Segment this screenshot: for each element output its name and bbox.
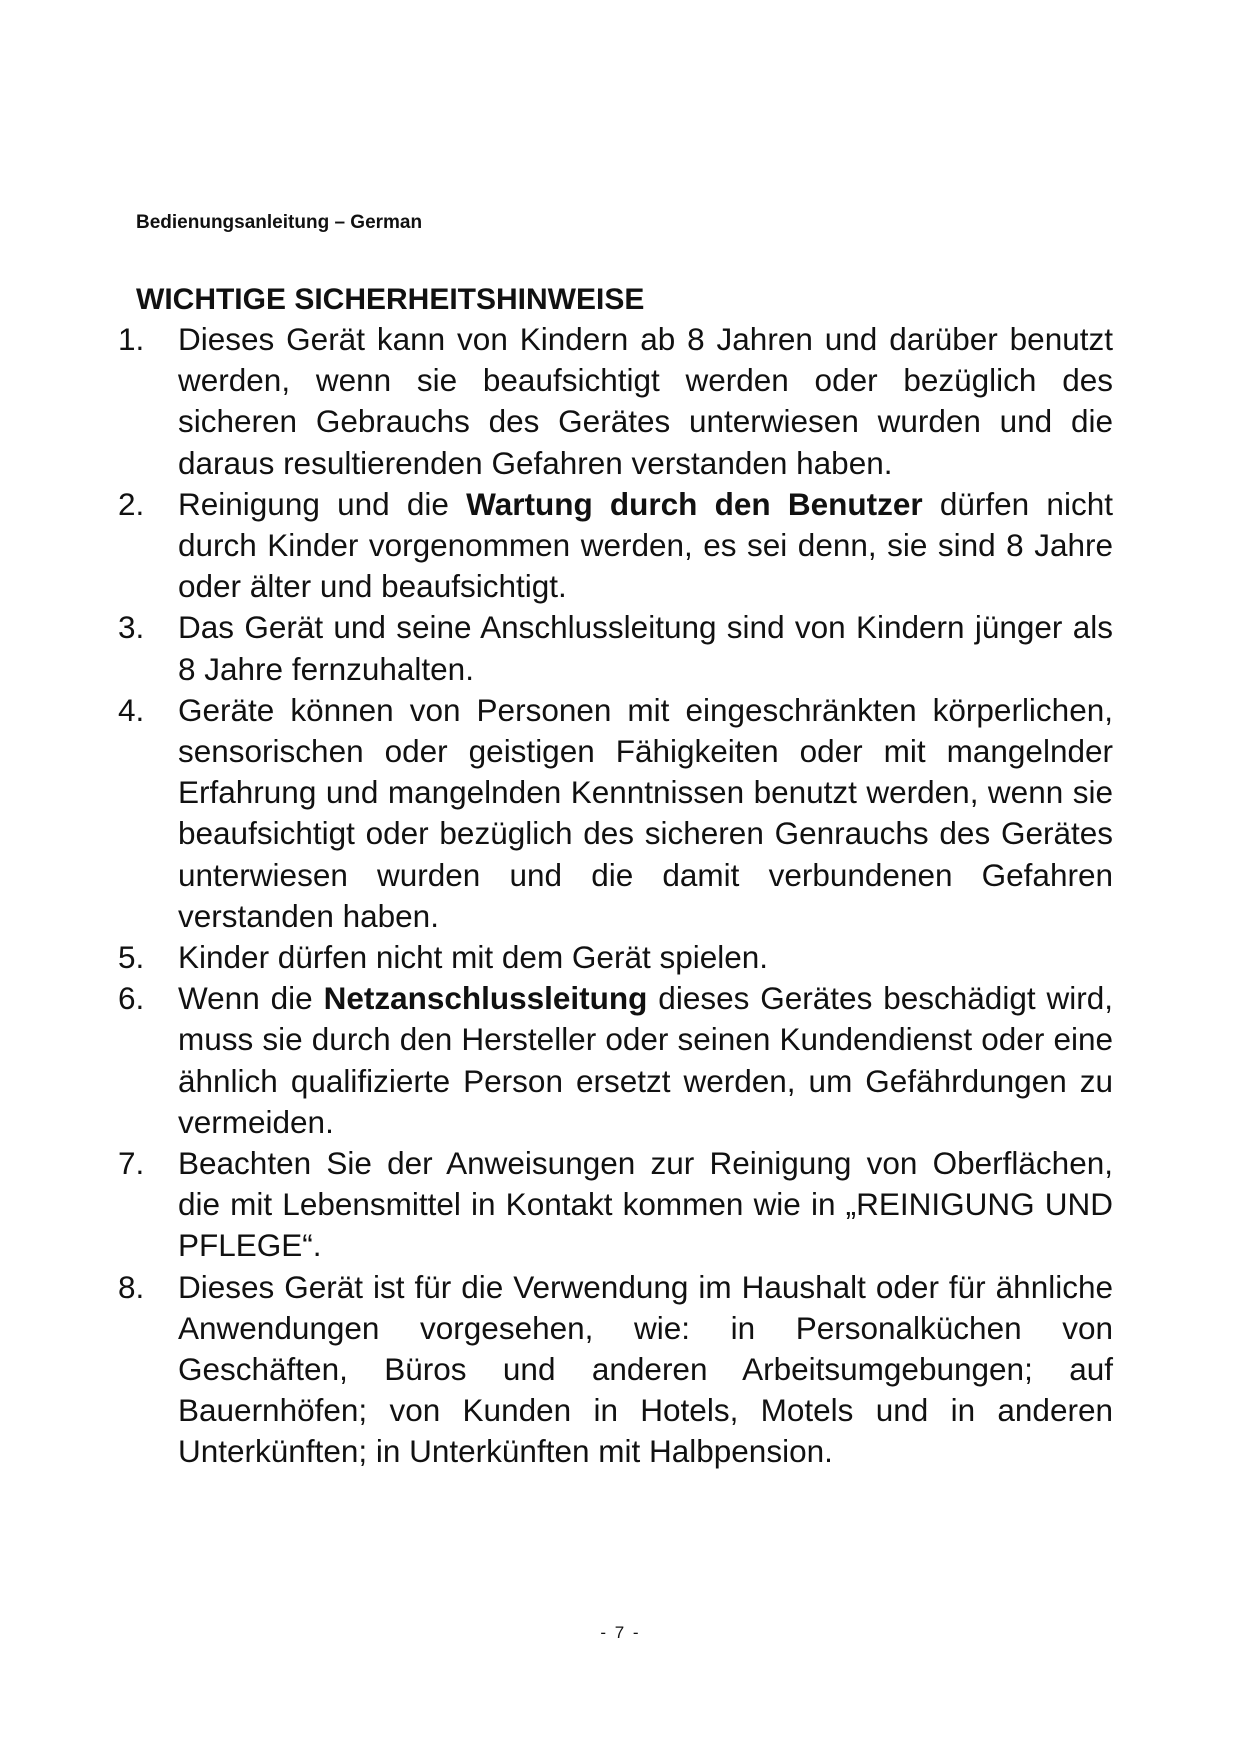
instruction-item-1 <box>118 319 1113 484</box>
instruction-item-3 <box>118 607 1113 689</box>
instruction-text: Geräte können von Personen mit eingeschränkten körperlichen, sensorischen oder geistigen Fähigkeiten oder mit mangelnder Erfahrung und mangelnden Kenntnissen benutzt werden, wenn sie beaufsichtigt oder bezüglich des sicheren Genrauchs des Gerätes unterwiesen wurden und die damit verbundenen Gefahren verstanden haben. <box>178 691 1113 934</box>
instruction-number: 4. <box>118 691 145 728</box>
safety-instructions-list <box>118 319 1113 1473</box>
instruction-emphasis: Netzanschlussleitung <box>323 980 648 1017</box>
instruction-number: 7. <box>118 1145 145 1182</box>
instruction-number: 3. <box>118 609 145 646</box>
instruction-number: 5. <box>118 939 145 976</box>
instruction-number: 1. <box>118 321 145 357</box>
instruction-text: Kinder dürfen nicht mit dem Gerät spielen. <box>178 939 769 976</box>
instruction-text: Dieses Gerät kann von Kindern ab 8 Jahren und darüber benutzt werden, wenn sie beaufsichtigt werden oder bezüglich des sicheren Gebrauchs des Gerätes unterwiesen wurden und die daraus resultierenden Gefahren verstanden haben. <box>178 321 1113 481</box>
instruction-item-5 <box>118 937 1113 978</box>
instruction-number: 6. <box>118 980 145 1017</box>
instruction-item-8 <box>118 1267 1113 1473</box>
instruction-text: dürfen nicht durch Kinder vorgenommen werden, es sei denn, sie sind 8 Jahre oder älter und beaufsichtigt. <box>178 485 1113 605</box>
instruction-item-6 <box>118 978 1113 1143</box>
instruction-text: Beachten Sie der Anweisungen zur Reinigung von Oberflächen, die mit Lebensmittel in Kontakt kommen wie in „REINIGUNG UND PFLEGE“. <box>178 1145 1113 1264</box>
instruction-text: dieses Gerätes beschädigt wird, muss sie durch den Hersteller oder seinen Kundendienst oder eine ähnlich qualifizierte Person ersetzt werden, um Gefährdungen zu vermeiden. <box>178 980 1114 1140</box>
page-header: Bedienungsanleitung – German <box>136 212 423 233</box>
instruction-item-4 <box>118 690 1113 937</box>
section-title: WICHTIGE SICHERHEITSHINWEISE <box>136 283 645 316</box>
instruction-text: Das Gerät und seine Anschlussleitung sind von Kindern jünger als 8 Jahre fernzuhalten. <box>178 609 1113 687</box>
instruction-item-2 <box>118 484 1113 608</box>
instruction-number: 8. <box>118 1268 145 1305</box>
instruction-text: Reinigung und die <box>178 485 467 522</box>
instruction-emphasis: Wartung durch den Benutzer <box>466 485 923 522</box>
page-number: - 7 - <box>600 1623 641 1642</box>
instruction-item-7 <box>118 1143 1113 1267</box>
instruction-text: Wenn die <box>178 980 324 1017</box>
instruction-text: Dieses Gerät ist für die Verwendung im Haushalt oder für ähnliche Anwendungen vorgesehen, wie: in Personalküchen von Geschäften, Büros und anderen Arbeitsumgebungen; auf Bauernhöfen; von Kunden in Hotels, Motels und in anderen Unterkünften; in Unterkünften mit Halbpension. <box>178 1268 1113 1470</box>
instruction-number: 2. <box>118 485 145 522</box>
